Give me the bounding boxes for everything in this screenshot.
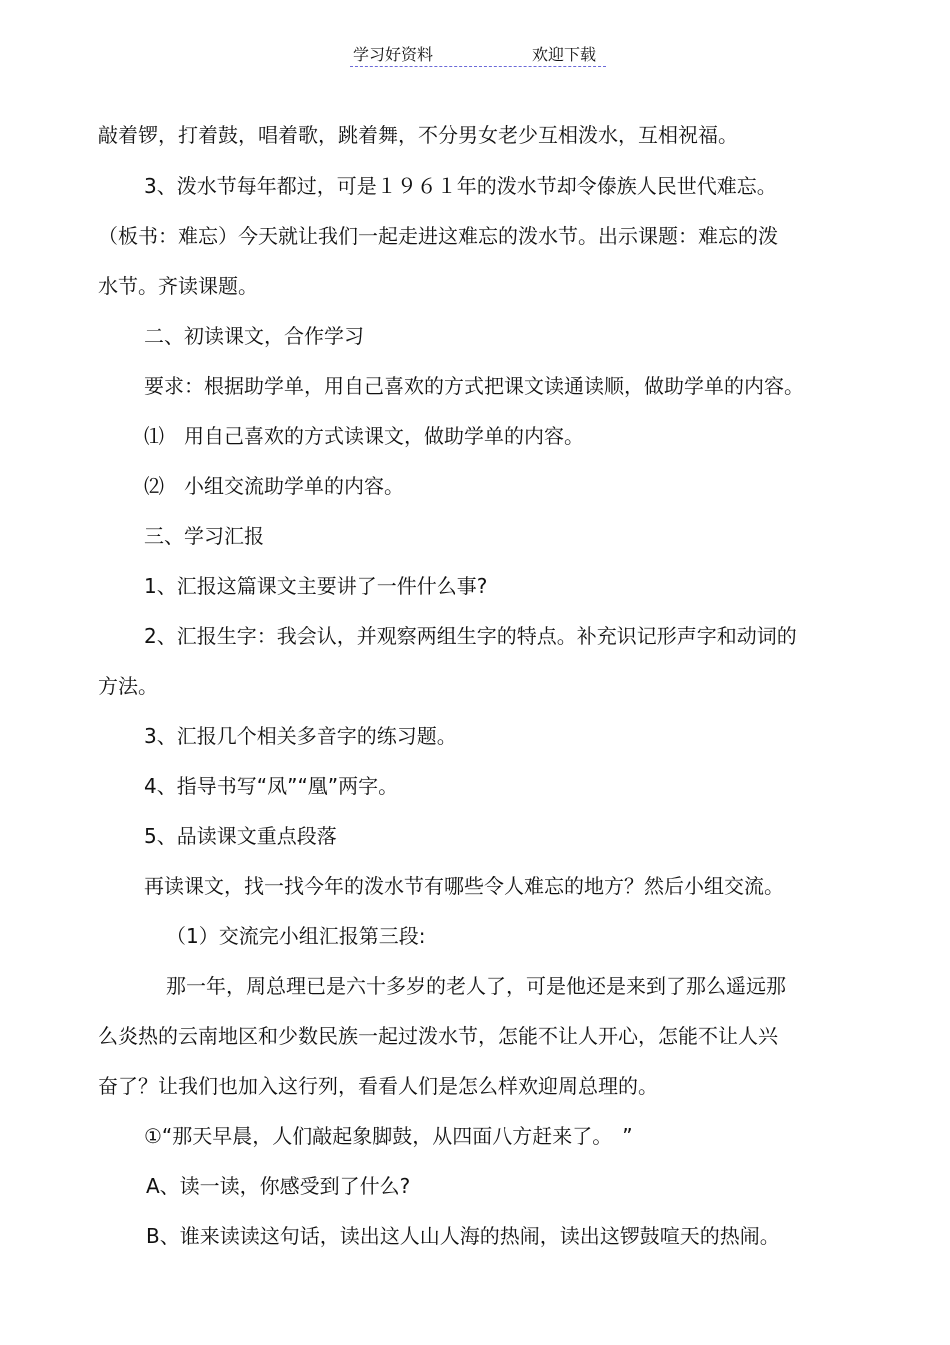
list-item: 5、品读课文重点段落 [144, 824, 337, 848]
text-line: 方法。 [98, 674, 158, 698]
section-heading: 二、初读课文，合作学习 [144, 324, 364, 348]
text-line: 3、泼水节每年都过，可是１９６１年的泼水节却令傣族人民世代难忘。 [144, 174, 777, 198]
text-line: 水节。齐读课题。 [98, 274, 258, 298]
list-item: ⑵ 小组交流助学单的内容。 [144, 474, 404, 498]
text-line: 要求：根据助学单，用自己喜欢的方式把课文读通读顺，做助学单的内容。 [144, 374, 804, 398]
list-item: 1、汇报这篇课文主要讲了一件什么事? [144, 574, 488, 598]
text-line: （1）交流完小组汇报第三段: [166, 924, 426, 948]
list-item: ⑴ 用自己喜欢的方式读课文，做助学单的内容。 [144, 424, 584, 448]
text-line: （板书：难忘）今天就让我们一起走进这难忘的泼水节。出示课题：难忘的泼 [98, 224, 778, 248]
text-line: 那一年，周总理已是六十多岁的老人了，可是他还是来到了那么遥远那 [166, 974, 786, 998]
text-line: A、读一读，你感受到了什么? [146, 1174, 411, 1198]
list-item: 2、汇报生字：我会认，并观察两组生字的特点。补充识记形声字和动词的 [144, 624, 797, 648]
page-header [350, 40, 606, 67]
text-line: ①“那天早晨，人们敲起象脚鼓，从四面八方赶来了。 ” [144, 1124, 633, 1148]
list-item: 3、汇报几个相关多音字的练习题。 [144, 724, 457, 748]
header-left-text: 学习好资料 [353, 45, 434, 64]
text-line: B、谁来读读这句话，读出这人山人海的热闹，读出这锣鼓喧天的热闹。 [146, 1224, 780, 1248]
header-right-text: 欢迎下载 [532, 45, 597, 64]
text-line: 奋了？让我们也加入这行列，看看人们是怎么样欢迎周总理的。 [98, 1074, 658, 1098]
text-line: 么炎热的云南地区和少数民族一起过泼水节，怎能不让人开心，怎能不让人兴 [98, 1024, 778, 1048]
text-line: 敲着锣，打着鼓，唱着歌，跳着舞，不分男女老少互相泼水，互相祝福。 [98, 123, 738, 147]
text-line: 再读课文，找一找今年的泼水节有哪些令人难忘的地方？然后小组交流。 [144, 874, 784, 898]
list-item: 4、指导书写“凤”“凰”两字。 [144, 774, 399, 798]
section-heading: 三、学习汇报 [144, 524, 264, 548]
